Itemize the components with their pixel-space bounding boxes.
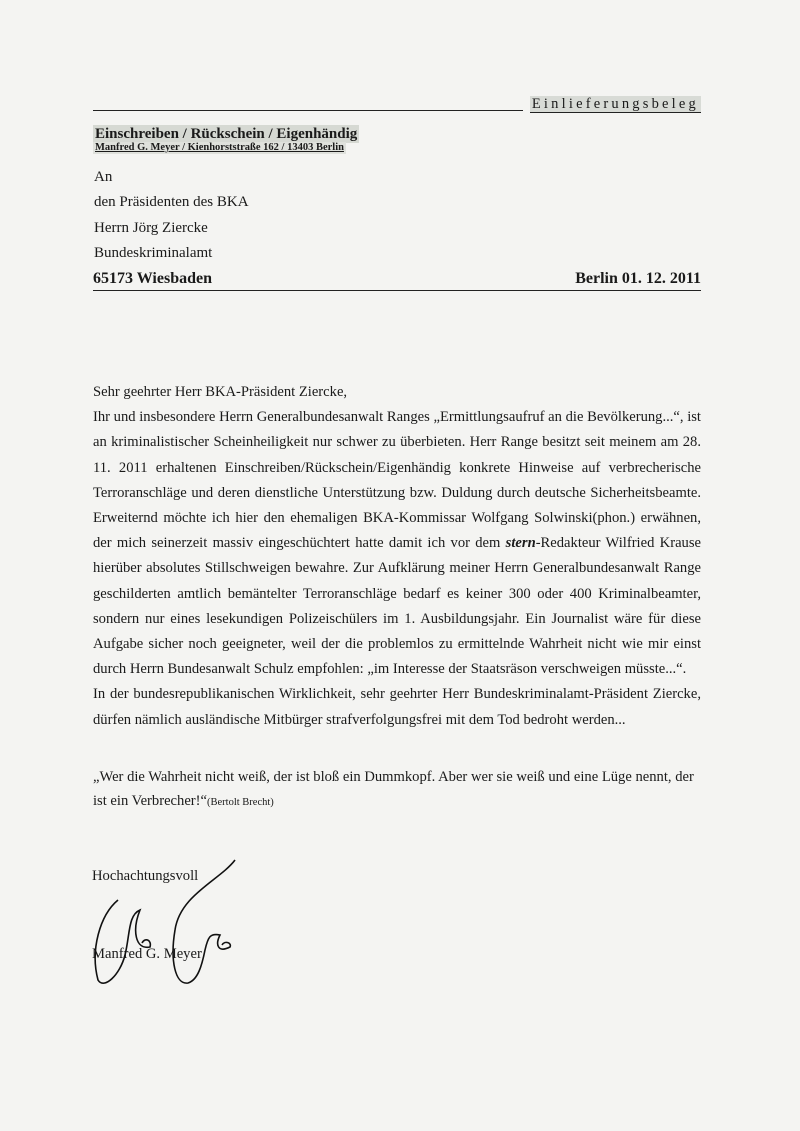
receipt-header: [93, 96, 701, 112]
letter-body: [93, 380, 701, 733]
signature-name: Manfred G. Meyer: [92, 946, 202, 962]
recipient-city: 65173 Wiesbaden: [93, 270, 212, 287]
recipient-line-4: Bundeskriminalamt: [94, 245, 213, 261]
brecht-quote: [93, 765, 701, 815]
city-date-line: [93, 270, 701, 291]
sender-address-line: Manfred G. Meyer / Kienhorststraße 162 / 13403 Berlin: [95, 142, 344, 153]
body-paragraph-2: In der bundesrepublikanischen Wirklichkeit, sehr geehrter Herr Bundeskriminalamt-Präsident Ziercke, dürfen nämlich ausländische Mitbürger strafverfolgungsfrei mit dem Tod bedroht werden...: [93, 686, 701, 728]
quote-text: „Wer die Wahrheit nicht weiß, der ist bloß ein Dummkopf. Aber wer sie weiß und eine Lüge nennt, der ist ein Verbrecher!“: [93, 769, 694, 809]
body-paragraph-1-part-1: Ihr und insbesondere Herrn Generalbundesanwalt Ranges „Ermittlungsaufruf an die Bevölkerung...“, ist an kriminalistischer Scheinheiligkeit nur schwer zu überbieten. Herr Range besitzt seit meinem am 28. 11. 2011 erhaltenen Einschreiben/Rückschein/Eigenhändig konkrete Hinweise auf verbrecherische Terroranschläge und deren dienstliche Unterstützung bzw. Duldung durch deutsche Sicherheitsbeamte. Erweiternd möchte ich hier den ehemaligen BKA-Kommissar Wolfgang Solwinski(phon.) erwähnen, der mich seinerzeit massiv eingeschüchtert hatte damit ich vor dem: [93, 409, 701, 552]
recipient-line-2: den Präsidenten des BKA: [94, 194, 249, 210]
handwritten-signature: [80, 855, 250, 990]
stern-emphasis: stern: [505, 535, 536, 552]
receipt-label: Einlieferungsbeleg: [531, 96, 699, 112]
recipient-line-3: Herrn Jörg Ziercke: [94, 220, 208, 236]
body-paragraph-1: [93, 405, 701, 682]
header-rule: [93, 110, 523, 111]
recipient-line-1: An: [94, 169, 113, 185]
salutation: Sehr geehrter Herr BKA-Präsident Ziercke,: [93, 384, 348, 400]
quote-source: (Bertolt Brecht): [207, 797, 274, 808]
registered-mail-title: Einschreiben / Rückschein / Eigenhändig: [95, 126, 358, 142]
body-paragraph-1-part-2: -Redakteur Wilfried Krause hierüber absolutes Stillschweigen bewahre. Zur Aufklärung meiner Herrn Generalbundesanwalt Range geschilderten amtlich bemäntelter Terroranschläge bedarf es keiner 300 oder 400 Kriminalbeamter, sondern nur eines lesekundigen Polizeischülers im 1. Ausbildungsjahr. Ein Journalist wäre für diese Aufgabe sicher noch geeigneter, weil der die problemlos zu ermittelnde Wahrheit nicht wie mir einst durch Herrn Bundesanwalt Schulz empfohlen: „im Interesse der Staatsräson verschweigen müsste...“.: [93, 535, 701, 678]
letter-date: Berlin 01. 12. 2011: [575, 270, 701, 287]
closing: Hochachtungsvoll: [92, 868, 199, 884]
